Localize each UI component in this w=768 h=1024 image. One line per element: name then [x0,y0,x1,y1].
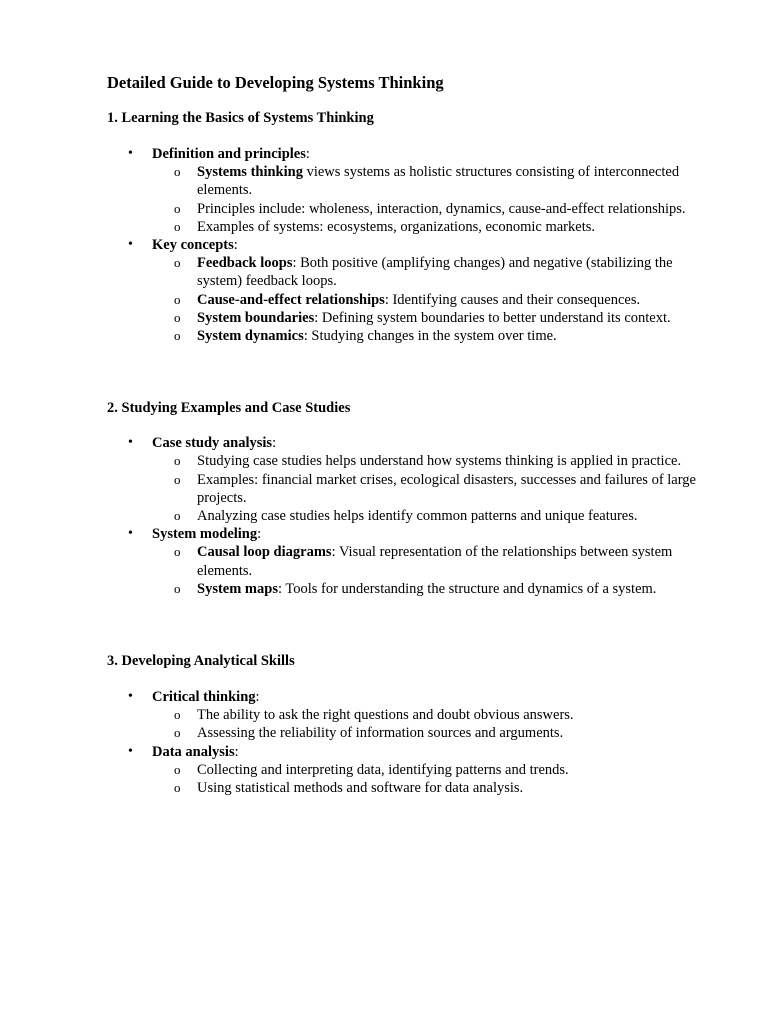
circle-bullet-icon: o [174,218,181,234]
sub-list-item [152,452,712,470]
bullet-list [107,145,712,345]
sub-item-term: System boundaries [197,309,315,326]
item-term: Key concepts [152,237,234,254]
sub-list-item [152,254,712,290]
sub-item-text: : Studying changes in the system over time. [303,328,557,345]
sub-list-item [152,200,712,218]
section-heading: 3. Developing Analytical Skills [107,653,295,670]
item-suffix: : [257,526,262,543]
document-page [107,72,712,797]
sub-list-item [152,507,712,525]
sub-item-text: Principles include: wholeness, interaction, dynamics, cause-and-effect relationships. [197,200,686,217]
circle-bullet-icon: o [174,508,181,524]
sub-item-term: System dynamics [197,328,304,345]
sub-list-item [152,761,712,779]
bullet-icon: • [128,237,133,253]
item-suffix: : [255,689,260,706]
item-suffix: : [272,435,277,452]
sub-list-item [152,309,712,327]
list-item [107,525,712,598]
circle-bullet-icon: o [174,780,181,796]
bullet-icon: • [128,743,133,759]
sub-list [152,706,712,742]
sub-item-text: Assessing the reliability of information sources and arguments. [197,725,564,742]
sub-list [152,543,712,598]
list-item [107,236,712,345]
sub-item-term: Systems thinking [197,164,303,181]
sub-item-text: : Tools for understanding the structure and dynamics of a system. [277,580,657,597]
bullet-icon: • [128,526,133,542]
sub-item-text: : Identifying causes and their consequences. [384,291,641,308]
sub-item-text: The ability to ask the right questions and doubt obvious answers. [197,707,574,724]
list-item [107,688,712,743]
sub-item-text: : Both positive (amplifying changes) and negative (stabilizing the system) feedback loops. [197,255,673,290]
sub-item-term: Causal loop diagrams [197,544,332,561]
section-1 [107,109,712,345]
item-term: Case study analysis [152,435,273,452]
sub-list-item [152,543,712,579]
sub-list-item [152,218,712,236]
bullet-list [107,688,712,797]
circle-bullet-icon: o [174,707,181,723]
sub-item-text: Collecting and interpreting data, identifying patterns and trends. [197,761,569,778]
sub-list [152,452,712,525]
list-item [107,434,712,525]
bullet-icon: • [128,435,133,451]
sub-item-text: : Visual representation of the relationships between system elements. [197,544,673,579]
circle-bullet-icon: o [174,761,181,777]
sub-list-item [152,291,712,309]
item-term: Definition and principles [152,146,306,162]
sub-list-item [152,163,712,199]
section-3 [107,652,712,797]
circle-bullet-icon: o [174,544,181,560]
section-2 [107,399,712,598]
sub-list [152,254,712,345]
sub-list [152,761,712,797]
bullet-icon: • [128,146,133,161]
sub-list-item [152,779,712,797]
item-suffix: : [234,743,239,760]
bullet-icon: • [128,689,133,705]
sub-list-item [152,706,712,724]
item-term: System modeling [152,526,258,543]
sub-item-text: Studying case studies helps understand how systems thinking is applied in practice. [197,453,682,470]
circle-bullet-icon: o [174,200,181,216]
sub-item-text: views systems as holistic structures consisting of interconnected elements. [197,164,680,199]
sub-list-item [152,724,712,742]
sub-item-text: Using statistical methods and software for data analysis. [197,780,524,797]
sub-item-text: Examples: financial market crises, ecological disasters, successes and failures of large projects. [197,471,696,506]
sub-list [152,163,712,236]
circle-bullet-icon: o [174,453,181,469]
circle-bullet-icon: o [174,725,181,741]
circle-bullet-icon: o [174,471,181,487]
circle-bullet-icon: o [174,328,181,344]
list-item [107,743,712,798]
bullet-list [107,434,712,598]
sub-item-text: Examples of systems: ecosystems, organizations, economic markets. [197,218,595,235]
list-item [107,145,712,236]
circle-bullet-icon: o [174,291,181,307]
section-heading: 1. Learning the Basics of Systems Thinking [107,110,374,126]
sub-list-item [152,327,712,345]
circle-bullet-icon: o [174,580,181,596]
item-suffix: : [305,146,310,162]
sub-list-item [152,471,712,507]
circle-bullet-icon: o [174,309,181,325]
sub-list-item [152,580,712,598]
circle-bullet-icon: o [174,164,181,180]
circle-bullet-icon: o [174,255,181,271]
sub-item-text: Analyzing case studies helps identify common patterns and unique features. [197,508,638,525]
item-suffix: : [233,237,238,254]
sub-item-term: System maps [197,580,278,597]
sub-item-term: Cause-and-effect relationships [197,291,385,308]
sub-item-text: : Defining system boundaries to better understand its context. [314,309,671,326]
sub-item-term: Feedback loops [197,255,293,272]
item-term: Data analysis [152,743,235,760]
document-title: Detailed Guide to Developing Systems Thinking [107,73,444,92]
item-term: Critical thinking [152,689,256,706]
section-heading: 2. Studying Examples and Case Studies [107,400,351,417]
